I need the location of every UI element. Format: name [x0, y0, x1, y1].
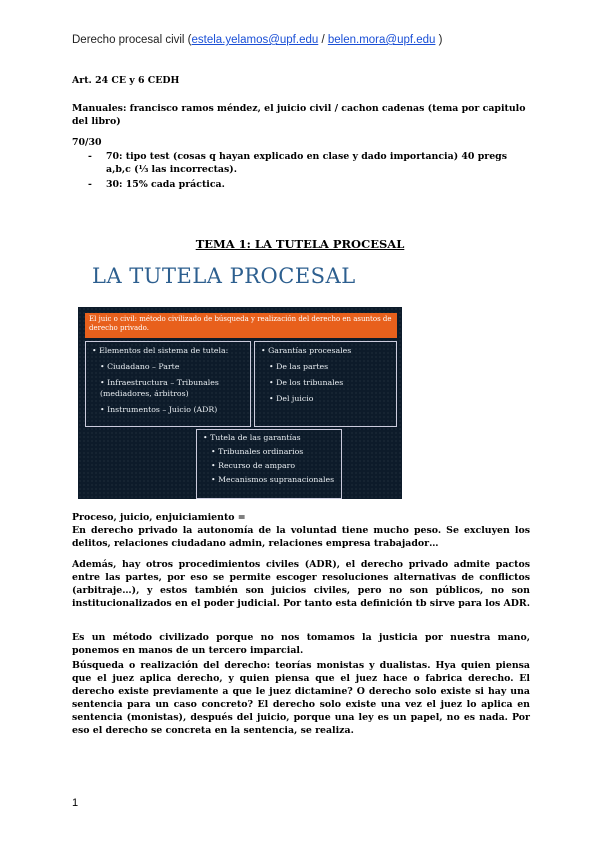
box-garantias — [254, 341, 397, 427]
paragraph-3 — [72, 631, 530, 657]
box-elementos-item-1: • Ciudadano – Parte — [100, 362, 180, 371]
list-item: - 30: 15% cada práctica. — [88, 179, 225, 190]
box-tutela-item-1: • Tribunales ordinarios — [211, 447, 304, 456]
box-elementos-item-2: • Infraestructura – Tribunales (mediadores, árbitros) — [100, 378, 219, 398]
box-elementos — [85, 341, 251, 427]
header-suffix: ) — [435, 34, 443, 46]
eval-title: 70/30 — [72, 137, 102, 148]
tema-title: TEMA 1: LA TUTELA PROCESAL — [195, 237, 405, 251]
paragraph-2: Además, hay otros procedimientos civiles (ADR), el derecho privado admite pactos entre las partes, por eso se permite escoger resoluciones alternativas de conflictos (arbitraje…), y estos también son juicios civiles, pero no son públicos, no son institucionalizados en el poder judicial. Por tanto esta definición tb sirve para los ADR. — [72, 559, 530, 609]
manuales-line: Manuales: francisco ramos méndez, el juicio civil / cachon cadenas (tema por capitulo del libro) — [72, 103, 526, 127]
p3-b: método civilizado — [112, 632, 209, 643]
email-link-2[interactable]: belen.mora@upf.edu — [327, 34, 436, 46]
header-sep: / — [318, 34, 328, 46]
header-prefix: Derecho procesal civil ( — [72, 34, 192, 46]
p4-b: : teorías monistas y dualistas. Hya quien piensa que el juez aplica derecho, y quien piensa que el juez hace o fabrica derecho. El derecho existe previamente a que le juez dictamine? O derecho solo existe si hay una sentencia para un caso concreto? El derecho solo existe una vez el juez lo aplica en sentencia (monistas), después del juicio, porque una ley es un papel, no es nada. Por eso el derecho se concreta en la sentencia, se realiza. — [72, 660, 530, 736]
box-garantias-item-2: • De los tribunales — [269, 378, 344, 387]
p3-c: porque no nos tomamos la justicia por nuestra mano, ponemos en manos de un tercero imparcial. — [72, 632, 530, 656]
p1-text: En derecho privado la autonomía de la voluntad tiene mucho peso. Se excluyen los delitos, relaciones ciudadano admin, relaciones empresa trabajador… — [72, 525, 530, 549]
paragraph-4 — [72, 659, 530, 737]
eval-item-1: 70: tipo test (cosas q hayan explicado en clase y dado importancia) 40 pregs a,b,c (⅓ las incorrectas). — [106, 151, 507, 175]
box-garantias-head: • Garantías procesales — [261, 346, 352, 355]
page-number: 1 — [72, 797, 79, 809]
slide-banner: El juic o civil: método civilizado de búsqueda y realización del derecho en asuntos de derecho privado. — [85, 313, 397, 338]
box-garantias-item-1: • De las partes — [269, 362, 329, 371]
box-tutela-item-3: • Mecanismos supranacionales — [211, 475, 335, 484]
paragraph-1 — [72, 511, 530, 550]
box-tutela — [196, 429, 342, 499]
eval-list — [88, 150, 530, 191]
list-item: - 70: tipo test (cosas q hayan explicado en clase y dado importancia) 40 pregs a,b,c (⅓ las incorrectas). — [88, 151, 507, 175]
box-tutela-head: • Tutela de las garantías — [203, 433, 301, 442]
box-tutela-item-2: • Recurso de amparo — [211, 461, 296, 470]
page-header — [72, 34, 442, 46]
p3-a: Es un — [72, 632, 113, 643]
box-garantias-item-3: • Del juicio — [269, 394, 314, 403]
eval-item-2: 30: 15% cada práctica. — [106, 179, 225, 190]
slide-image — [78, 307, 402, 499]
box-elementos-head: • Elementos del sistema de tutela: — [92, 346, 229, 355]
slide-title: LA TUTELA PROCESAL — [92, 264, 356, 288]
art-line: Art. 24 CE y 6 CEDH — [72, 75, 180, 86]
p1-head: Proceso, juicio, enjuiciamiento = — [72, 512, 246, 523]
box-elementos-item-3: • Instrumentos – Juicio (ADR) — [100, 405, 218, 414]
email-link-1[interactable]: estela.yelamos@upf.edu — [191, 34, 319, 46]
p4-a: Búsqueda o realización del derecho — [72, 660, 267, 671]
